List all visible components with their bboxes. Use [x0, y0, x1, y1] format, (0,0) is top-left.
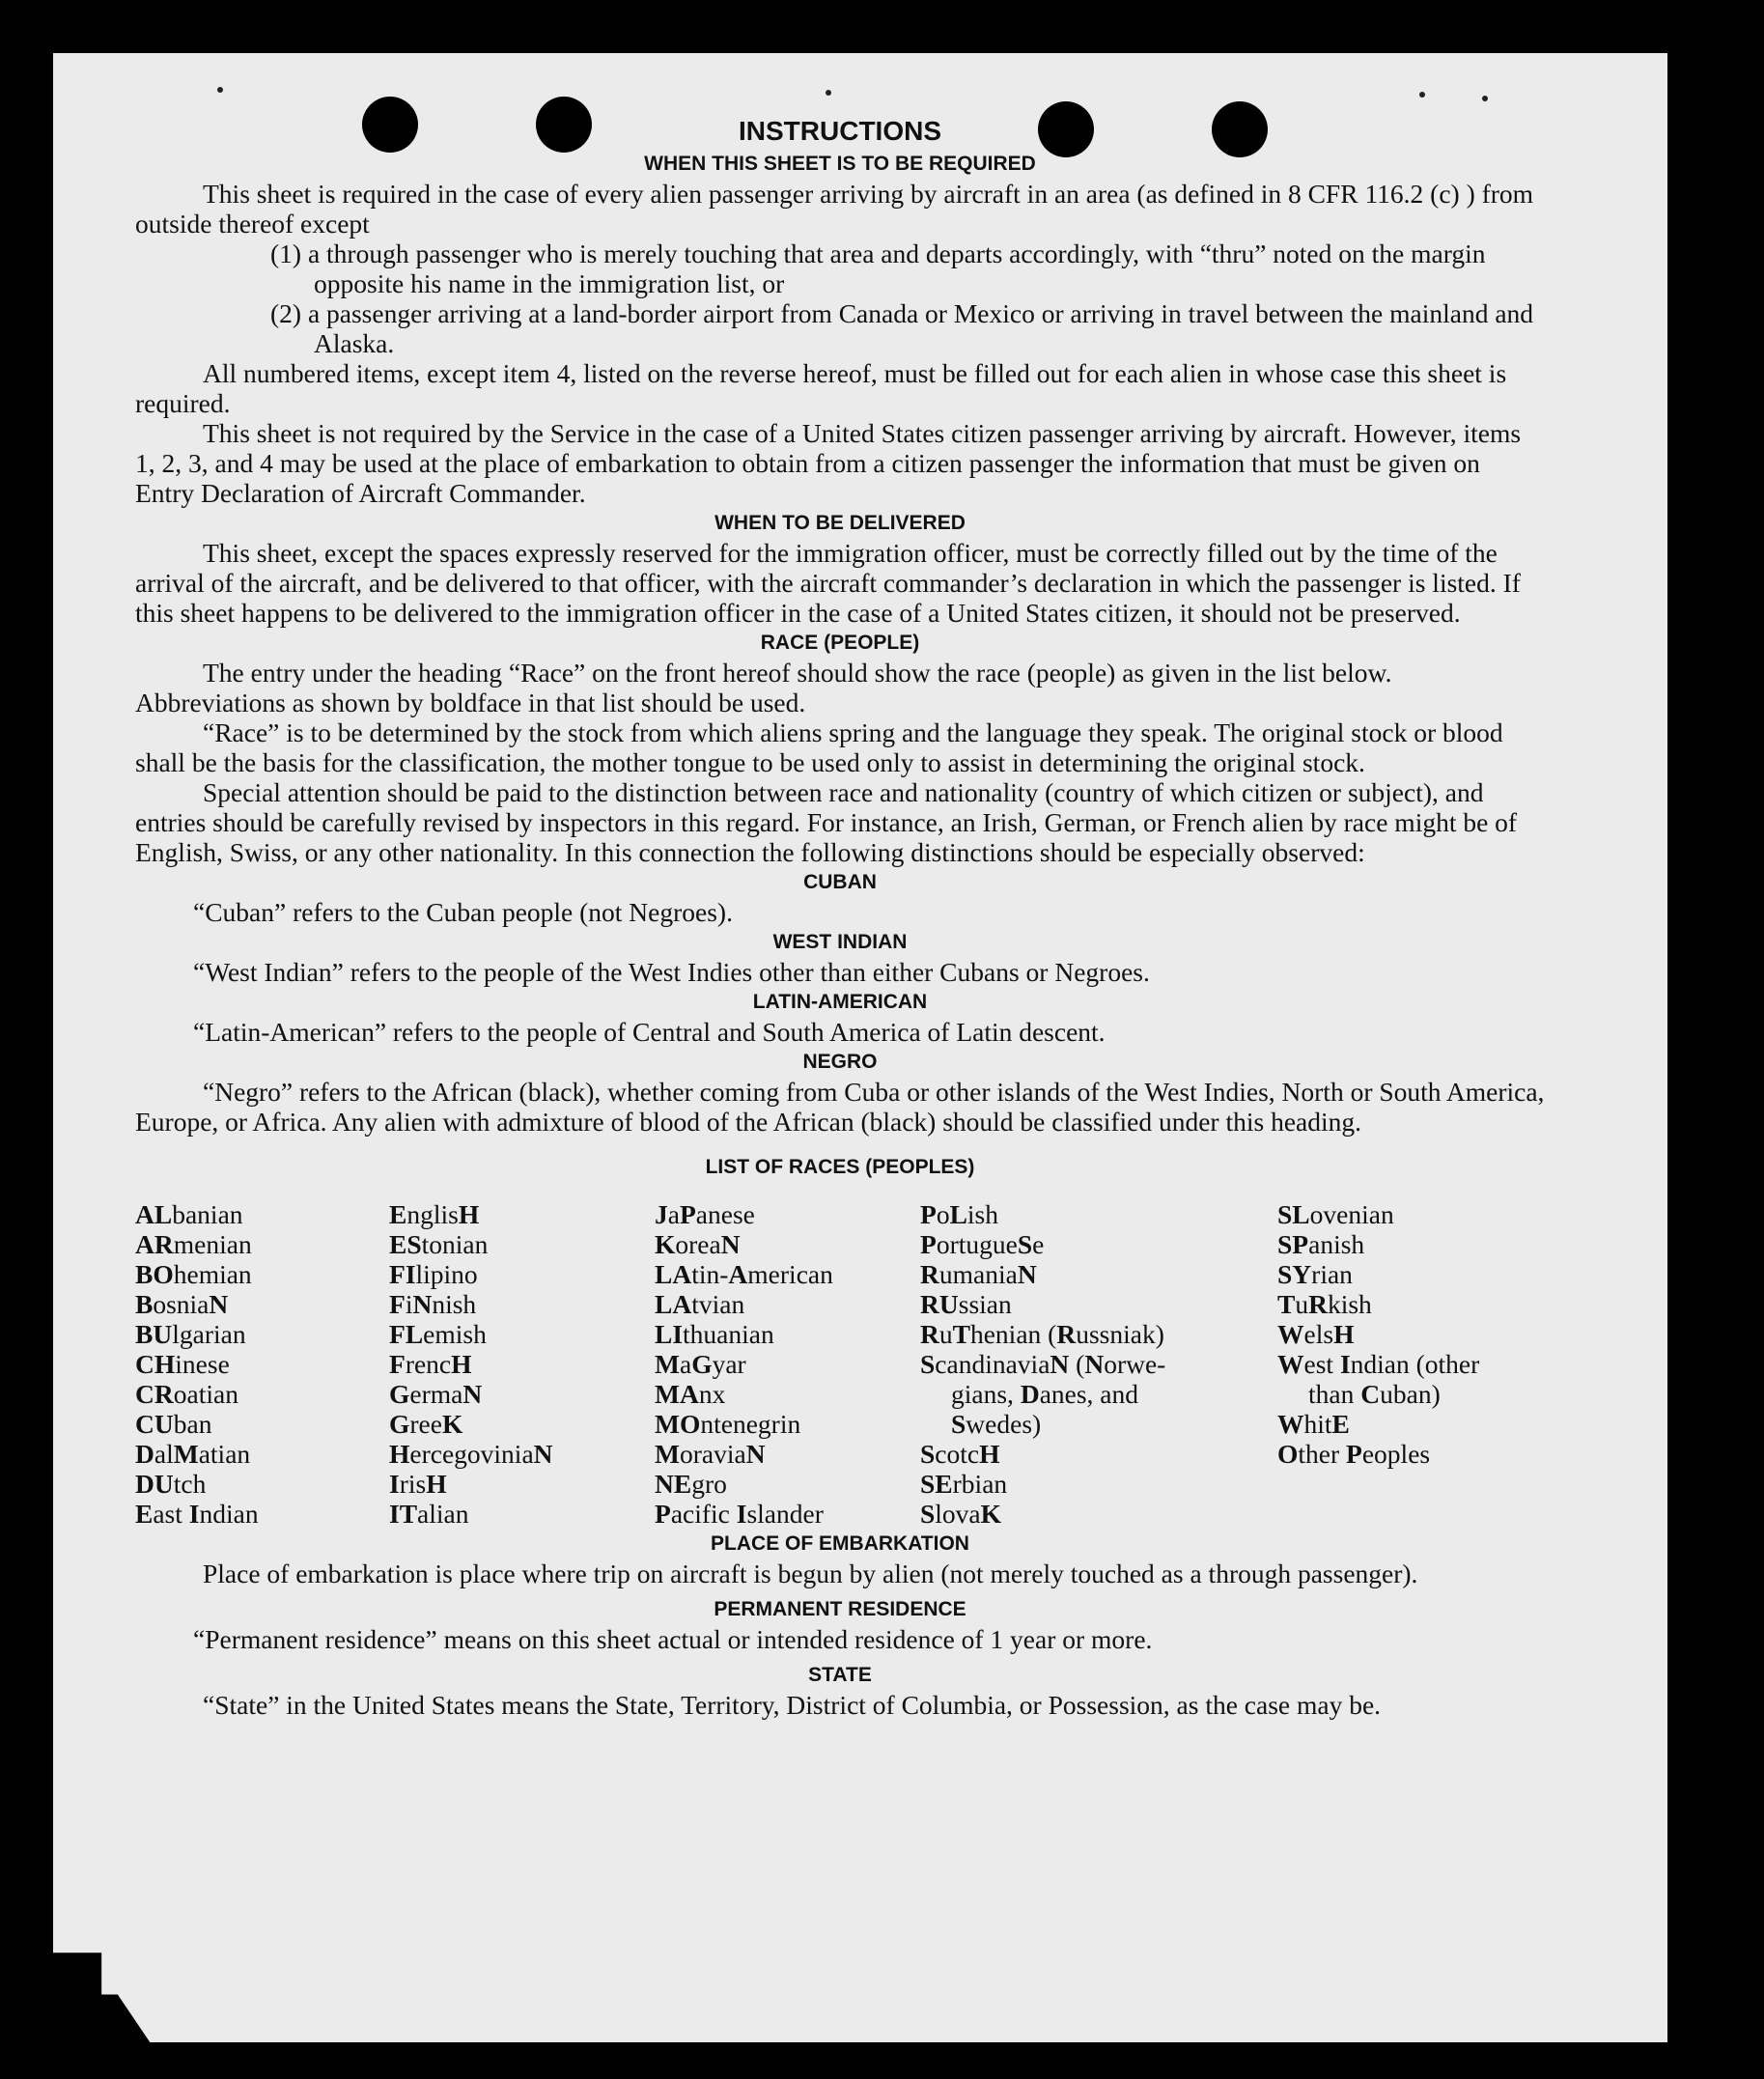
race-item: GreeK [389, 1409, 463, 1439]
race-item: West Indian (other [1277, 1349, 1480, 1379]
race-item: PoLish [920, 1199, 998, 1229]
race-item: than Cuban) [1308, 1379, 1441, 1409]
races-heading: LIST OF RACES (PEOPLES) [705, 1156, 975, 1178]
race-item: FiNnish [389, 1289, 477, 1319]
speck [1482, 96, 1488, 101]
race-item: ScotcH [920, 1439, 1000, 1469]
section-heading: STATE [808, 1664, 872, 1686]
paragraph: All numbered items, except item 4, listed on the reverse hereof, must be filled out for each alien in whose case this sheet is required. [135, 358, 1507, 418]
race-item: LIthuanian [655, 1319, 774, 1349]
races-list [135, 1199, 1545, 1529]
races-column-2 [389, 1199, 655, 1529]
races-column-5 [1277, 1199, 1545, 1529]
paragraph: This sheet is not required by the Service in the case of a United States citizen passenger arriving by aircraft. However, items 1, 2, 3, and 4 may be used at the place of embarkation to obtain from a citizen passenger the information that must be given on Entry Declaration of Aircraft Commander. [135, 418, 1522, 508]
race-item: MaGyar [655, 1349, 746, 1379]
races-column-3 [655, 1199, 920, 1529]
race-item: RumaniaN [920, 1259, 1037, 1289]
race-item: MAnx [655, 1379, 726, 1409]
race-item: NEgro [655, 1469, 727, 1499]
race-item: ALbanian [135, 1199, 243, 1229]
paragraph: This sheet, except the spaces expressly reserved for the immigration officer, must be correctly filled out by the time of the arrival of the aircraft, and be delivered to that officer, with the aircraft commander’s declaration in which the passenger is listed. If this sheet happens to be delivered to the immigration officer in the case of a United States citizen, it should not be preserved. [135, 538, 1521, 628]
speck [1419, 92, 1425, 98]
race-item: BUlgarian [135, 1319, 246, 1349]
section-heading: RACE (PEOPLE) [760, 632, 920, 654]
race-item: Other Peoples [1277, 1439, 1431, 1469]
section-heading: NEGRO [802, 1051, 878, 1073]
race-item: gians, Danes, and [951, 1379, 1139, 1409]
race-item: SYrian [1277, 1259, 1353, 1289]
race-item: FIlipino [389, 1259, 478, 1289]
paragraph: “Negro” refers to the African (black), whether coming from Cuba or other islands of the West Indies, North or South America, Europe, or Africa. Any alien with admixture of blood of the African (black) should be classified under this heading. [135, 1077, 1545, 1137]
race-item: WhitE [1277, 1409, 1350, 1439]
section-heading: LATIN-AMERICAN [752, 991, 928, 1013]
race-item: GermaN [389, 1379, 483, 1409]
section-heading: CUBAN [803, 871, 877, 893]
section-heading: PLACE OF EMBARKATION [711, 1532, 969, 1555]
definition: “Cuban” refers to the Cuban people (not Negroes). [193, 897, 733, 927]
definition: “West Indian” refers to the people of the West Indies other than either Cubans or Negroes. [193, 957, 1150, 987]
definition: “Permanent residence” means on this sheet actual or intended residence of 1 year or more. [193, 1624, 1153, 1654]
races-column-1 [135, 1199, 389, 1529]
paragraph: This sheet is required in the case of every alien passenger arriving by aircraft in an area (as defined in 8 CFR 116.2 (c) ) from outside thereof except [135, 179, 1534, 239]
race-item: EnglisH [389, 1199, 480, 1229]
instructions-content [135, 116, 1545, 1720]
race-item: Swedes) [951, 1409, 1042, 1439]
race-item: SErbian [920, 1469, 1008, 1499]
race-item: ARmenian [135, 1229, 252, 1259]
paragraph: Special attention should be paid to the distinction between race and nationality (country of which citizen or subject), and entries should be carefully revised by inspectors in this regard. For instance, an Irish, German, or French alien by race might be of English, Swiss, or any other nationality. In this connection the following distinctions should be especially observed: [135, 777, 1518, 867]
race-item: RuThenian (Russniak) [920, 1319, 1164, 1349]
race-item: CHinese [135, 1349, 230, 1379]
numbered-item: (1) a through passenger who is merely touching that area and departs accordingly, with “thru” noted on the margin opposite his name in the immigration list, or [270, 239, 1486, 298]
race-item: EStonian [389, 1229, 489, 1259]
race-item: DalMatian [135, 1439, 251, 1469]
race-item: FrencH [389, 1349, 472, 1379]
paragraph: “State” in the United States means the State, Territory, District of Columbia, or Possession, as the case may be. [203, 1690, 1382, 1720]
race-item: MOntenegrin [655, 1409, 801, 1439]
paragraph: Place of embarkation is place where trip on aircraft is begun by alien (not merely touched as a through passenger). [203, 1559, 1418, 1588]
race-item: BosniaN [135, 1289, 229, 1319]
race-item: BOhemian [135, 1259, 252, 1289]
race-item: CUban [135, 1409, 212, 1439]
definition: “Latin-American” refers to the people of Central and South America of Latin descent. [193, 1017, 1106, 1047]
race-item: SLovenian [1277, 1199, 1394, 1229]
race-item: FLemish [389, 1319, 487, 1349]
race-item: HercegoviniaN [389, 1439, 553, 1469]
race-item: KoreaN [655, 1229, 741, 1259]
race-item: WelsH [1277, 1319, 1355, 1349]
race-item: LAtin-American [655, 1259, 833, 1289]
race-item: RUssian [920, 1289, 1012, 1319]
race-item: TuRkish [1277, 1289, 1372, 1319]
speck [826, 90, 831, 96]
race-item: IrisH [389, 1469, 447, 1499]
page-title: INSTRUCTIONS [739, 116, 941, 146]
race-item: ITalian [389, 1499, 469, 1529]
numbered-item: (2) a passenger arriving at a land-border airport from Canada or Mexico or arriving in travel between the mainland and Alaska. [270, 298, 1534, 358]
races-column-4 [920, 1199, 1277, 1529]
paragraph: “Race” is to be determined by the stock from which aliens spring and the language they speak. The original stock or blood shall be the basis for the classification, the mother tongue to be used only to assist in determining the original stock. [135, 717, 1503, 777]
section-heading: PERMANENT RESIDENCE [714, 1598, 966, 1620]
race-item: PortugueSe [920, 1229, 1045, 1259]
race-item: ScandinaviaN (Norwe- [920, 1349, 1166, 1379]
race-item: JaPanese [655, 1199, 755, 1229]
race-item: DUtch [135, 1469, 207, 1499]
paragraph: The entry under the heading “Race” on the front hereof should show the race (people) as given in the list below. Abbreviations as shown by boldface in that list should be used. [135, 658, 1392, 717]
section-heading: WHEN TO BE DELIVERED [714, 512, 966, 534]
race-item: CRoatian [135, 1379, 238, 1409]
race-item: East Indian [135, 1499, 259, 1529]
section-heading: WHEN THIS SHEET IS TO BE REQUIRED [644, 153, 1036, 175]
race-item: LAtvian [655, 1289, 745, 1319]
race-item: MoraviaN [655, 1439, 766, 1469]
speck [217, 87, 223, 93]
race-item: SlovaK [920, 1499, 1002, 1529]
race-item: SPanish [1277, 1229, 1365, 1259]
race-item: Pacific Islander [655, 1499, 824, 1529]
section-heading: WEST INDIAN [772, 931, 908, 953]
